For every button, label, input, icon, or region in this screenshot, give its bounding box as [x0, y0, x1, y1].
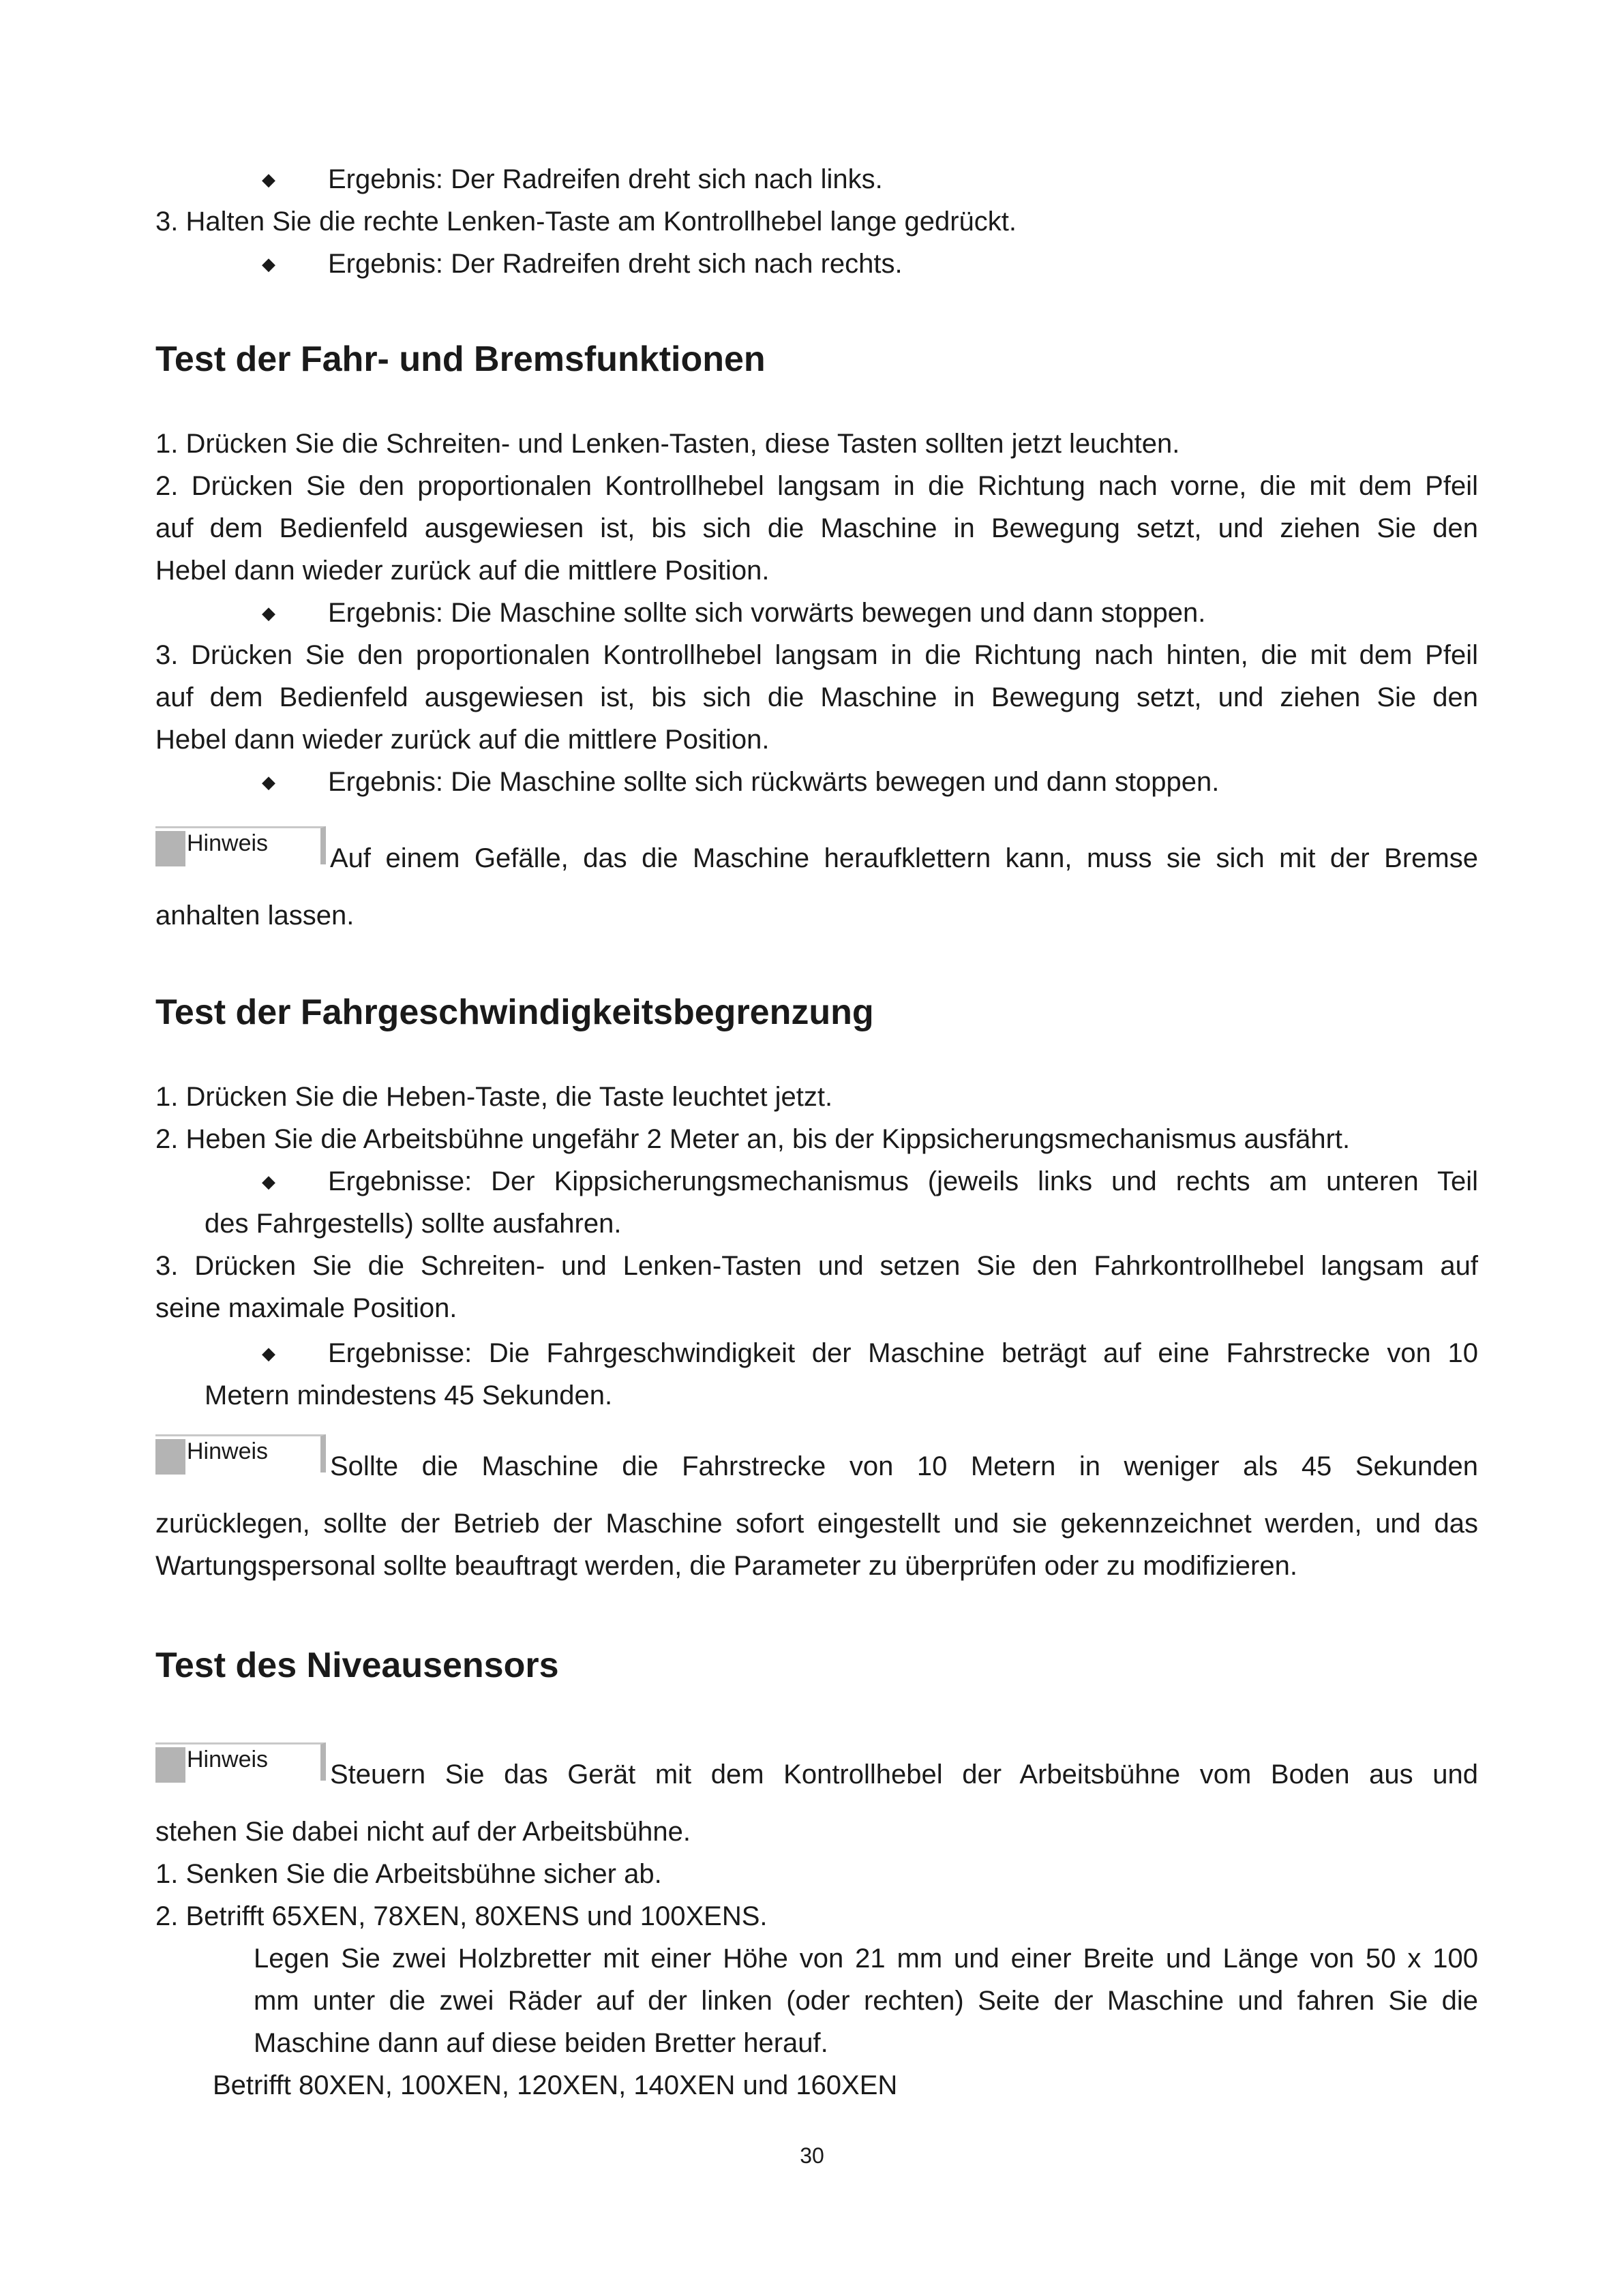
section-heading: Test der Fahrgeschwindigkeitsbegrenzung [155, 993, 874, 1032]
note-label: Hinweis [187, 1747, 269, 1772]
page-number: 30 [800, 2143, 824, 2168]
bullet-icon: ◆ [262, 1171, 275, 1192]
note-text: Sollte die Maschine die Fahrstrecke von 10 Metern in weniger als 45 Sekunden [330, 1451, 1478, 1481]
step-line: Hebel dann wieder zurück auf die mittlere Position. [155, 556, 770, 586]
result-line: des Fahrgestells) sollte ausfahren. [205, 1209, 622, 1239]
bullet-icon: ◆ [262, 169, 275, 190]
note-marker [155, 831, 185, 866]
step-line: auf dem Bedienfeld ausgewiesen ist, bis sich die Maschine in Bewegung setzt, und ziehen Sie den [155, 513, 1478, 543]
note-marker [155, 1747, 185, 1783]
note-badge [155, 1742, 326, 1781]
step-line: 3. Halten Sie die rechte Lenken-Taste am Kontrollhebel lange gedrückt. [155, 207, 1017, 237]
bullet-icon: ◆ [262, 1343, 275, 1363]
bullet-icon: ◆ [262, 603, 275, 623]
note-text: stehen Sie dabei nicht auf der Arbeitsbühne. [155, 1817, 691, 1847]
step-line: Legen Sie zwei Holzbretter mit einer Höhe von 21 mm und einer Breite und Länge von 50 x 100 [254, 1944, 1478, 1974]
note-text: Wartungspersonal sollte beauftragt werden, die Parameter zu überprüfen oder zu modifizieren. [155, 1551, 1297, 1581]
step-line: Hebel dann wieder zurück auf die mittlere Position. [155, 725, 770, 755]
result-line: Ergebnis: Der Radreifen dreht sich nach links. [328, 164, 883, 194]
step-line: Betrifft 80XEN, 100XEN, 120XEN, 140XEN und 160XEN [213, 2070, 898, 2100]
step-line: 3. Drücken Sie den proportionalen Kontrollhebel langsam in die Richtung nach hinten, die mit dem Pfeil [155, 640, 1478, 670]
note-text: zurücklegen, sollte der Betrieb der Maschine sofort eingestellt und sie gekennzeichnet werden, und das [155, 1509, 1478, 1539]
result-line: Ergebnisse: Die Fahrgeschwindigkeit der Maschine beträgt auf eine Fahrstrecke von 10 [328, 1338, 1478, 1368]
bullet-icon: ◆ [262, 772, 275, 792]
step-line: 1. Drücken Sie die Heben-Taste, die Taste leuchtet jetzt. [155, 1082, 833, 1112]
section-heading: Test der Fahr- und Bremsfunktionen [155, 339, 766, 379]
note-label: Hinweis [187, 830, 269, 856]
bullet-icon: ◆ [262, 254, 275, 274]
step-line: 2. Heben Sie die Arbeitsbühne ungefähr 2 Meter an, bis der Kippsicherungsmechanismus ausfährt. [155, 1124, 1351, 1154]
result-line: Ergebnis: Die Maschine sollte sich rückwärts bewegen und dann stoppen. [328, 767, 1220, 797]
note-text: Auf einem Gefälle, das die Maschine heraufklettern kann, muss sie sich mit der Bremse [330, 843, 1478, 873]
note-marker [155, 1439, 185, 1475]
result-line: Ergebnis: Der Radreifen dreht sich nach rechts. [328, 249, 903, 279]
step-line: auf dem Bedienfeld ausgewiesen ist, bis sich die Maschine in Bewegung setzt, und ziehen Sie den [155, 682, 1478, 712]
step-line: seine maximale Position. [155, 1293, 457, 1323]
note-text: Steuern Sie das Gerät mit dem Kontrollhebel der Arbeitsbühne vom Boden aus und [330, 1759, 1478, 1789]
section-heading: Test des Niveausensors [155, 1646, 559, 1685]
result-line: Ergebnisse: Der Kippsicherungsmechanismus (jeweils links und rechts am unteren Teil [328, 1166, 1478, 1196]
result-line: Ergebnis: Die Maschine sollte sich vorwärts bewegen und dann stoppen. [328, 598, 1206, 628]
step-line: 1. Drücken Sie die Schreiten- und Lenken-Tasten, diese Tasten sollten jetzt leuchten. [155, 429, 1180, 459]
step-line: mm unter die zwei Räder auf der linken (oder rechten) Seite der Maschine und fahren Sie die [254, 1986, 1478, 2016]
step-line: 1. Senken Sie die Arbeitsbühne sicher ab. [155, 1859, 662, 1889]
note-badge [155, 1434, 326, 1472]
step-line: 2. Drücken Sie den proportionalen Kontrollhebel langsam in die Richtung nach vorne, die mit dem Pfeil [155, 471, 1478, 501]
step-line: 3. Drücken Sie die Schreiten- und Lenken-Tasten und setzen Sie den Fahrkontrollhebel langsam auf [155, 1251, 1478, 1281]
note-label: Hinweis [187, 1438, 269, 1464]
note-text: anhalten lassen. [155, 901, 355, 931]
note-badge [155, 826, 326, 864]
step-line: Maschine dann auf diese beiden Bretter herauf. [254, 2028, 828, 2058]
result-line: Metern mindestens 45 Sekunden. [205, 1380, 613, 1410]
step-line: 2. Betrifft 65XEN, 78XEN, 80XENS und 100XENS. [155, 1901, 768, 1931]
